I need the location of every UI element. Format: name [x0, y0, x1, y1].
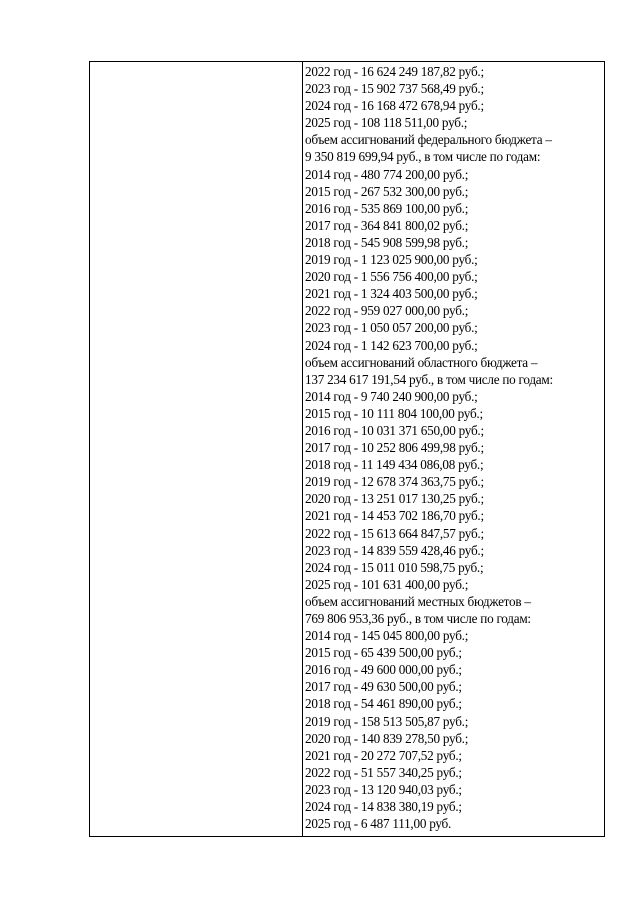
text-line: объем ассигнований местных бюджетов – — [305, 593, 531, 609]
text-line: 2021 год - 14 453 702 186,70 руб.; — [305, 508, 484, 524]
text-line: 2021 год - 20 272 707,52 руб.; — [305, 747, 462, 763]
text-line: 2022 год - 16 624 249 187,82 руб.; — [305, 64, 484, 79]
text-line: 2022 год - 51 557 340,25 руб.; — [305, 764, 462, 780]
text-line: 137 234 617 191,54 руб., в том числе по годам: — [305, 371, 553, 387]
text-line: 2023 год - 13 120 940,03 руб.; — [305, 781, 462, 797]
text-line: 2024 год - 16 168 472 678,94 руб.; — [305, 98, 484, 114]
text-line: 2019 год - 158 513 505,87 руб.; — [305, 713, 469, 729]
text-line: 2022 год - 15 613 664 847,57 руб.; — [305, 525, 484, 541]
text-line: 2020 год - 13 251 017 130,25 руб.; — [305, 491, 484, 507]
text-line: объем ассигнований федерального бюджета – — [305, 132, 552, 148]
text-line: 2014 год - 9 740 240 900,00 руб.; — [305, 388, 478, 404]
text-line: 2025 год - 6 487 111,00 руб. — [305, 816, 452, 832]
text-line: объем ассигнований областного бюджета – — [305, 354, 538, 370]
text-line: 2023 год - 1 050 057 200,00 руб.; — [305, 320, 478, 336]
text-line: 2016 год - 10 031 371 650,00 руб.; — [305, 422, 484, 438]
text-line: 2023 год - 15 902 737 568,49 руб.; — [305, 81, 484, 97]
text-line: 2017 год - 364 841 800,02 руб.; — [305, 217, 469, 233]
text-line: 2017 год - 49 630 500,00 руб.; — [305, 679, 462, 695]
text-line: 2019 год - 12 678 374 363,75 руб.; — [305, 474, 484, 490]
text-line: 2023 год - 14 839 559 428,46 руб.; — [305, 542, 484, 558]
text-line: 2019 год - 1 123 025 900,00 руб.; — [305, 252, 478, 268]
text-line: 9 350 819 699,94 руб., в том числе по годам: — [305, 149, 541, 165]
text-line: 2020 год - 1 556 756 400,00 руб.; — [305, 269, 478, 285]
text-line: 2022 год - 959 027 000,00 руб.; — [305, 303, 469, 319]
text-line: 2018 год - 11 149 434 086,08 руб.; — [305, 457, 484, 473]
text-line: 2018 год - 54 461 890,00 руб.; — [305, 696, 462, 712]
text-line: 2014 год - 145 045 800,00 руб.; — [305, 628, 469, 644]
text-line: 2015 год - 267 532 300,00 руб.; — [305, 183, 469, 199]
text-line: 2015 год - 65 439 500,00 руб.; — [305, 645, 462, 661]
text-line: 2025 год - 101 631 400,00 руб.; — [305, 576, 469, 592]
table-left-cell — [90, 62, 303, 836]
text-line: 2024 год - 1 142 623 700,00 руб.; — [305, 337, 478, 353]
text-line: 2016 год - 535 869 100,00 руб.; — [305, 200, 469, 216]
text-line: 2017 год - 10 252 806 499,98 руб.; — [305, 440, 484, 456]
text-line: 2024 год - 15 011 010 598,75 руб.; — [305, 559, 484, 575]
text-line: 2021 год - 1 324 403 500,00 руб.; — [305, 286, 478, 302]
text-line: 2024 год - 14 838 380,19 руб.; — [305, 799, 462, 815]
text-line: 2016 год - 49 600 000,00 руб.; — [305, 662, 462, 678]
table-right-cell — [303, 62, 604, 836]
text-line: 2025 год - 108 118 511,00 руб.; — [305, 115, 468, 131]
text-line: 2020 год - 140 839 278,50 руб.; — [305, 730, 469, 746]
text-line: 769 806 953,36 руб., в том числе по годам: — [305, 611, 531, 626]
funding-table — [89, 61, 605, 837]
text-line: 2014 год - 480 774 200,00 руб.; — [305, 166, 469, 182]
text-line: 2018 год - 545 908 599,98 руб.; — [305, 234, 469, 250]
text-line: 2015 год - 10 111 804 100,00 руб.; — [305, 405, 483, 421]
